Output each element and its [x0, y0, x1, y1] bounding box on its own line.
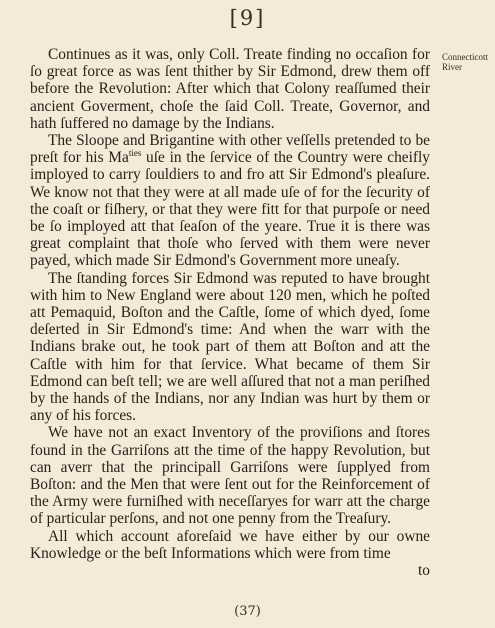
margin-note-line: River [442, 62, 462, 72]
paragraph-text: uſe in the ſervice of the Country were cheifly imployed to carry ſouldiers to and fro att Sir Edmond's pleaſure. We know not that they were at all made uſe of for the ſecurity of the coaſt or fiſhery, or that they were fitt for that purpoſe or need be ſo imployed att that ſeaſon of the yeare. True it is there was great complaint that thoſe who ſerved with them were never payed, which made Sir Edmond's Government more uneaſy. [30, 149, 430, 270]
paragraph: We have not an exact Inventory of the proviſions and ſtores found in the Garriſons att the time of the happy Revolution, but can averr that the principall Garriſons were ſupplyed from Boſton: and the Men that were ſent out for the Reinforcement of the Army were furniſhed with neceſſaryes for warr att the charge of particular perſons, and not one penny from the Treaſury. [30, 424, 430, 528]
body-text [30, 46, 430, 579]
page-number-footer: (37) [234, 604, 261, 619]
margin-note-line: Connecticott [442, 52, 488, 62]
paragraph-text: The Sloope and Brigantine with other veſſells pretended to be preſt for his Ma [30, 132, 430, 167]
paragraph [30, 132, 430, 270]
paragraph: The ſtanding forces Sir Edmond was reputed to have brought with him to New England were about 120 men, which he poſted att Pemaquid, Boſton and the Caſtle, ſome of which dyed, ſome deſerted in Sir Edmond's time: And when the warr with the Indians brake out, he took part of them att Boſton and att the Caſtle with him for that ſervice. What became of them Sir Edmond can beſt tell; we are well aſſured that not a man periſhed by the hands of the Indians, nor any Indian was hurt by them or any of his forces. [30, 269, 430, 425]
paragraph: All which account aforeſaid we have either by our owne Knowledge or the beſt Informations which were from time [30, 527, 430, 562]
margin-note [442, 52, 494, 72]
paragraph: Continues as it was, only Coll. Treate finding no occaſion for ſo great force as was ſent thither by Sir Edmond, drew them off before the Revolution: After which that Colony reaſſumed their ancient Goverment, choſe the ſaid Coll. Treate, Governor, and hath ſuffered no damage by the Indians. [30, 46, 430, 132]
catchword: to [418, 562, 430, 580]
page-number-top: [9] [229, 6, 266, 30]
superscript: ties [128, 148, 142, 159]
